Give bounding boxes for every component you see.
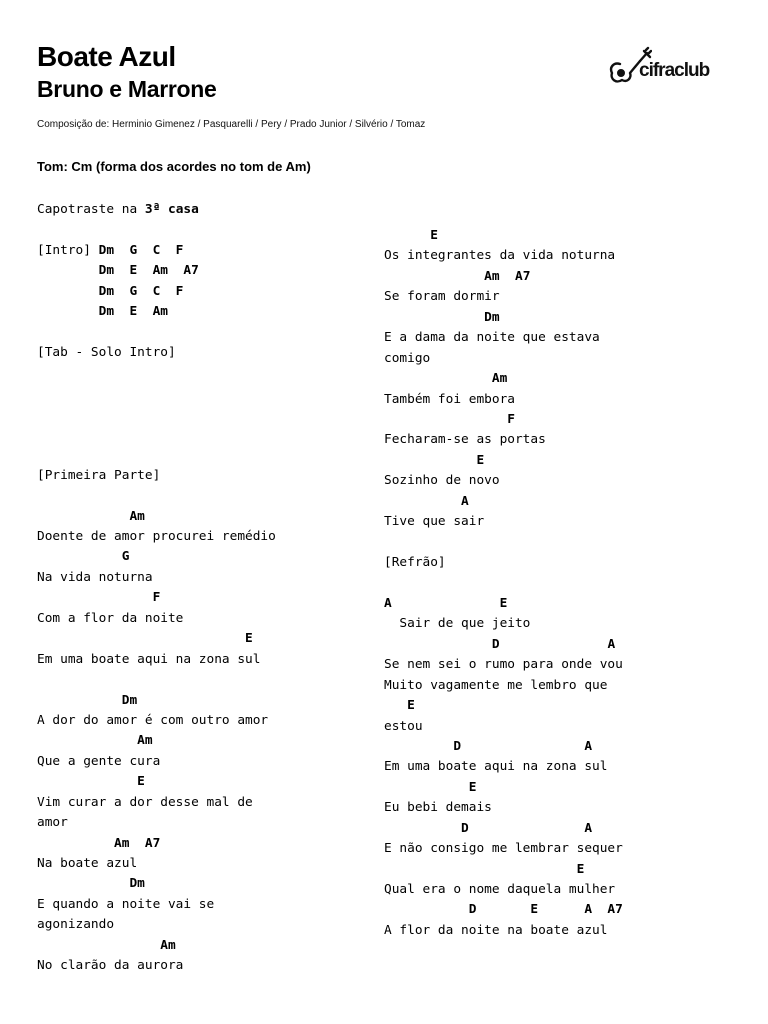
line-text: [384, 371, 492, 386]
line-text: [37, 304, 99, 319]
chord-line: [37, 936, 276, 956]
line-text: A flor da noite na boate azul: [384, 922, 608, 938]
chord-line: [384, 369, 623, 389]
line-text: [37, 693, 122, 708]
chord-line: [384, 492, 623, 512]
chord-line: [384, 594, 623, 614]
line-text: Se nem sei o rumo para onde vou: [384, 657, 623, 673]
line-text: Em uma boate aqui na zona sul: [384, 759, 608, 775]
chord-symbols[interactable]: Dm G C F: [98, 283, 184, 299]
line-text: [37, 836, 114, 851]
lyric-line: [384, 349, 623, 369]
lyric-line: [384, 390, 623, 410]
chord-line: [384, 737, 623, 757]
line-text: Se foram dormir: [384, 289, 500, 305]
chord-symbols[interactable]: Am: [137, 733, 153, 749]
lyric-line: [384, 880, 623, 900]
key-label: Tom:: [37, 159, 72, 174]
line-text: agonizando: [37, 917, 115, 933]
chord-symbols[interactable]: A E: [384, 595, 508, 611]
lyric-line: [384, 430, 623, 450]
lyric-line: [384, 798, 623, 818]
line-text: [384, 269, 484, 284]
line-text: Na vida noturna: [37, 569, 153, 585]
chord-symbols[interactable]: Am: [160, 937, 176, 953]
lyric-line: [384, 839, 623, 859]
key-note-end: ): [306, 159, 311, 174]
chord-symbols[interactable]: Dm: [484, 309, 500, 325]
chord-line: [37, 834, 276, 854]
lyric-line: [384, 757, 623, 777]
lyric-line: [37, 486, 276, 506]
chord-symbols[interactable]: F: [507, 411, 515, 427]
line-text: Também foi embora: [384, 391, 515, 407]
lyric-line: [384, 512, 623, 532]
line-text: A dor do amor é com outro amor: [37, 712, 269, 728]
line-text: Com a flor da noite: [37, 610, 184, 626]
lyric-line: [37, 527, 276, 547]
line-text: No clarão da aurora: [37, 958, 184, 974]
line-text: [37, 590, 153, 605]
line-text: [37, 549, 122, 564]
chord-line: [37, 731, 276, 751]
lyric-line: [37, 793, 276, 813]
lyric-line: [37, 404, 276, 424]
chord-symbols[interactable]: Am: [491, 371, 508, 387]
line-text: Os integrantes da vida noturna: [384, 248, 616, 264]
line-text: Eu bebi demais: [384, 800, 492, 816]
line-text: amor: [37, 815, 68, 831]
lyric-line: [384, 921, 623, 941]
lyric-line: [384, 533, 623, 553]
line-text: Fecharam-se as portas: [384, 432, 546, 448]
lyric-line: [384, 717, 623, 737]
chord-line: [384, 267, 623, 287]
line-text: [Intro]: [37, 242, 99, 258]
line-text: Capotraste na: [37, 202, 145, 217]
lyric-line: [384, 573, 623, 593]
line-text: [37, 733, 137, 748]
chord-line: [37, 874, 276, 894]
line-text: [384, 228, 430, 243]
chord-symbols[interactable]: E: [245, 631, 253, 647]
lyrics-column-right: [384, 226, 623, 941]
song-key: [37, 158, 311, 176]
chord-symbols[interactable]: F: [152, 590, 161, 606]
line-text: [384, 453, 476, 468]
line-text: Doente de amor procurei remédio: [37, 529, 276, 544]
line-text: Que a gente cura: [37, 753, 161, 769]
chord-symbols[interactable]: Am: [129, 508, 145, 524]
chord-line: [37, 241, 276, 261]
lyric-line: [37, 343, 276, 363]
lyric-line: [384, 287, 623, 307]
line-text: Qual era o nome daquela mulher: [384, 882, 616, 897]
chord-symbols[interactable]: Dm G C F: [98, 242, 184, 258]
chord-line: [384, 819, 623, 839]
line-text: Sozinho de novo: [384, 473, 500, 489]
lyric-line: [37, 323, 276, 343]
chord-line: [37, 772, 276, 792]
chord-symbols[interactable]: E: [430, 228, 438, 243]
chord-line: [384, 860, 623, 880]
chord-line: [384, 900, 623, 920]
chord-line: [37, 261, 276, 281]
line-text: E quando a noite vai se: [37, 896, 215, 912]
line-text: [384, 412, 507, 427]
lyric-line: [37, 425, 276, 445]
line-text: estou: [384, 718, 423, 734]
lyric-line: [37, 568, 276, 588]
line-text: [384, 637, 492, 652]
line-text: E não consigo me lembrar sequer: [384, 841, 623, 857]
chord-symbols[interactable]: Dm E Am: [98, 304, 168, 320]
cifraclub-logo[interactable]: [606, 46, 720, 92]
chord-line: [384, 308, 623, 328]
chord-symbols[interactable]: D A: [453, 738, 593, 754]
line-text: Vim curar a dor desse mal de: [37, 794, 253, 810]
chord-line: [384, 778, 623, 798]
lyric-line: [37, 895, 276, 915]
line-text: [37, 263, 99, 278]
chord-line: [384, 226, 623, 246]
lyric-line: [37, 609, 276, 629]
chord-symbols[interactable]: Am A7: [114, 835, 161, 851]
key-chord[interactable]: Cm: [71, 159, 93, 174]
line-text: [Tab - Solo Intro]: [37, 345, 176, 361]
line-text: [384, 310, 484, 325]
line-text: [37, 631, 245, 646]
lyric-line: [37, 364, 276, 384]
line-text: [384, 902, 469, 917]
lyric-line: [384, 655, 623, 675]
chord-symbols[interactable]: E: [407, 698, 415, 714]
line-text: [384, 780, 469, 795]
lyric-line: [37, 915, 276, 935]
lyric-line: [37, 670, 276, 690]
lyric-line: [37, 854, 276, 874]
line-text: Tive que sair: [384, 514, 485, 530]
lyric-line: [384, 614, 623, 634]
chord-symbols[interactable]: E: [476, 452, 485, 468]
chord-symbols[interactable]: Am A7: [484, 268, 531, 284]
lyric-line: [37, 466, 276, 486]
chord-symbols[interactable]: Dm: [129, 876, 145, 892]
line-text: Muito vagamente me lembro que: [384, 677, 608, 693]
song-artist[interactable]: Bruno e Marrone: [37, 76, 217, 102]
lyric-line: [384, 553, 623, 573]
composers-credit: Composição de: Herminio Gimenez / Pasquarelli / Pery / Prado Junior / Silvério / Tomaz: [37, 119, 426, 130]
chord-symbols[interactable]: Dm E Am A7: [98, 263, 199, 279]
chord-line: [384, 451, 623, 471]
lyric-line: [37, 384, 276, 404]
lyric-line: [384, 328, 623, 348]
lyric-line: [384, 676, 623, 696]
logo-text: cifraclub: [639, 60, 710, 81]
line-text: [Primeira Parte]: [37, 467, 161, 483]
chord-line: [37, 200, 276, 220]
key-note: (forma dos acordes no tom de: [92, 159, 286, 174]
chord-line: [37, 282, 276, 302]
lyrics-column-left: [37, 200, 276, 977]
chord-line: [37, 507, 276, 527]
line-text: comigo: [384, 350, 431, 366]
line-text: [37, 938, 160, 953]
chord-symbols[interactable]: D A: [491, 636, 616, 652]
lyric-line: [384, 471, 623, 491]
chord-line: [37, 629, 276, 649]
chord-symbols[interactable]: A: [461, 493, 469, 509]
line-text: [Refrão]: [384, 555, 446, 570]
chord-symbols[interactable]: E: [468, 779, 477, 795]
line-text: [384, 862, 577, 877]
lyric-line: [37, 752, 276, 772]
line-text: [384, 494, 461, 509]
line-text: [37, 774, 137, 789]
chord-symbols[interactable]: D A: [461, 820, 593, 836]
key-note-chord[interactable]: Am: [285, 159, 307, 174]
chord-symbols[interactable]: E: [576, 861, 585, 877]
chord-line: [384, 410, 623, 430]
lyric-line: [37, 711, 276, 731]
line-text: Sair de que jeito: [384, 616, 531, 632]
chord-symbols[interactable]: 3ª casa: [144, 202, 199, 217]
line-text: [37, 509, 129, 524]
chord-line: [37, 547, 276, 567]
lyric-line: [37, 220, 276, 240]
song-title: Boate Azul: [37, 41, 176, 72]
chord-symbols[interactable]: Dm: [121, 692, 138, 708]
line-text: Na boate azul: [37, 856, 138, 871]
line-text: E a dama da noite que estava: [384, 330, 600, 346]
chord-line: [37, 691, 276, 711]
line-text: [384, 821, 461, 836]
line-text: [384, 698, 407, 713]
chord-line: [37, 302, 276, 322]
line-text: [37, 876, 129, 891]
lyric-line: [37, 956, 276, 976]
chord-symbols[interactable]: G: [121, 549, 130, 565]
chord-line: [384, 696, 623, 716]
lyric-line: [384, 246, 623, 266]
line-text: [384, 739, 453, 754]
line-text: Em uma boate aqui na zona sul: [37, 651, 261, 667]
chord-line: [37, 588, 276, 608]
lyric-line: [37, 445, 276, 465]
chord-symbols[interactable]: E: [137, 774, 145, 790]
line-text: [37, 284, 99, 299]
lyric-line: [37, 650, 276, 670]
lyric-line: [37, 813, 276, 833]
chord-line: [384, 635, 623, 655]
chord-symbols[interactable]: D E A A7: [468, 902, 623, 918]
